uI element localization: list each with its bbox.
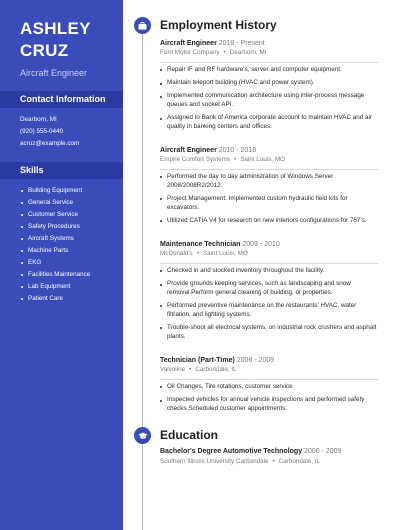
bullet-dot: [21, 274, 23, 276]
job-bullets: [160, 383, 378, 414]
job-bullets: [160, 267, 378, 341]
separator-dot: •: [189, 366, 192, 373]
bullet-dot: [21, 250, 23, 252]
bullet-dot: [21, 202, 23, 204]
bullet-text: Repair IF and RF hardware's, server and computer equipment.: [167, 66, 342, 73]
education-degree: Bachelor's Degree Automotive Technology: [160, 448, 303, 455]
skill-label: General Service: [28, 199, 74, 206]
contact-heading: Contact Information: [0, 91, 123, 108]
job-company-line: [160, 365, 378, 375]
job-company-line: [160, 155, 378, 165]
job-entry: [160, 39, 378, 136]
job-role: Aircraft Engineer: [160, 40, 217, 47]
education-heading: Education: [160, 428, 219, 442]
bullet-text: Utilized CATIA V4 for research on new interiors configurations for 767's.: [167, 216, 367, 224]
bullet-dot: [21, 190, 23, 192]
bullet-text: Checked in and stocked inventory throughout the facility.: [167, 267, 325, 274]
skill-label: Building Equipment: [28, 187, 83, 194]
contact-city: Dearborn, MI: [20, 116, 57, 123]
briefcase-icon: [134, 17, 151, 34]
bullet-text: Oil Changes, Tire rotations, customer service: [167, 383, 293, 390]
skill-item: [21, 281, 90, 293]
job-company: Valvoline: [160, 366, 186, 373]
job-dates: 2008 - 2009: [236, 357, 275, 364]
job-company: Ford Motor Company: [160, 49, 220, 56]
job-location: Dearborn, MI: [229, 49, 267, 56]
job-bullet: [160, 324, 378, 341]
timeline-line: [142, 30, 143, 530]
job-role: Technician (Part-Time): [160, 357, 235, 364]
job-company-line: [160, 48, 378, 58]
job-bullet: [160, 66, 378, 75]
job-role: Aircraft Engineer: [160, 147, 217, 154]
skill-item: [21, 197, 90, 209]
job-bullet: [160, 267, 378, 276]
job-bullet: [160, 383, 378, 392]
skill-label: Lab Equipment: [28, 283, 71, 290]
job-company: Empire Comfort Systems: [160, 156, 230, 163]
job-company: McDonald's: [160, 250, 193, 257]
bullet-text: Trouble-shoot all electrical systems, on industrial rock crushers and asphalt plants.: [167, 324, 377, 340]
skills-list: [21, 185, 90, 305]
skill-item: [21, 245, 90, 257]
bullet-text: Performed the day to day administration of Windows Server 2008/2008R2/2012.: [167, 173, 334, 189]
job-dates: 2010 - 2018: [218, 147, 257, 154]
skill-label: Customer Service: [28, 211, 79, 218]
contact-email[interactable]: acruz@example.com: [20, 140, 80, 147]
education-dates: 2006 - 2009: [304, 448, 342, 455]
job-entry: [160, 240, 378, 346]
skill-item: [21, 257, 90, 269]
job-company-line: [160, 249, 378, 259]
bullet-dot: [21, 298, 23, 300]
bullet-text: Inspected vehicles for annual vehicle inspections and performed safety checks Scheduled customer appointments.: [167, 396, 365, 412]
job-bullet: [160, 396, 378, 413]
job-dates: 2018 - Present: [218, 40, 265, 47]
education-entry: [160, 447, 378, 467]
contact-list: [20, 114, 79, 150]
job-bullets: [160, 66, 378, 132]
bullet-dot: [21, 214, 23, 216]
job-location: Carbondale, IL: [195, 366, 237, 373]
job-header: [160, 146, 378, 155]
job-bullets: [160, 173, 378, 226]
job-title: Aircraft Engineer: [20, 68, 88, 78]
bullet-dot: [21, 262, 23, 264]
skill-item: [21, 269, 90, 281]
skill-label: Safety Procedures: [28, 223, 80, 230]
divider: [160, 169, 378, 170]
separator-dot: •: [233, 156, 237, 163]
job-bullet: [160, 280, 378, 297]
skill-label: EKG: [28, 259, 42, 266]
bullet-dot: [21, 238, 23, 240]
education-school: Southern Illinois University Carbondale: [160, 458, 269, 465]
job-location: Saint Louis, MO: [240, 156, 286, 163]
job-header: [160, 356, 378, 365]
divider: [160, 62, 378, 63]
separator-dot: •: [272, 458, 275, 465]
skill-item: [21, 185, 90, 197]
name-block: [0, 0, 123, 78]
skill-label: Machine Parts: [28, 247, 69, 254]
separator-dot: •: [223, 49, 226, 56]
job-header: [160, 240, 378, 249]
sidebar: [0, 0, 123, 530]
employment-heading: Employment History: [160, 18, 277, 32]
skill-label: Facilities Maintenance: [28, 271, 91, 278]
job-bullet: [160, 302, 378, 319]
job-bullet: [160, 79, 378, 88]
bullet-text: Performed preventive maintenance on the restaurants' HVAC, water filtration, and lighting systems.: [167, 302, 357, 318]
job-role: Maintenance Technician: [160, 241, 241, 248]
job-bullet: [160, 114, 378, 131]
bullet-text: Maintain teleport building (HVAC and power system).: [167, 79, 315, 87]
job-header: [160, 39, 378, 48]
education-school-line: [160, 457, 378, 467]
divider: [160, 379, 378, 380]
job-bullet: [160, 217, 378, 226]
skills-heading: Skills: [0, 162, 123, 179]
job-bullet: [160, 173, 378, 190]
skill-label: Patient Care: [28, 295, 64, 302]
job-entry: [160, 356, 378, 418]
bullet-dot: [21, 286, 23, 288]
bullet-text: Implemented communication architecture using inter-process message queues and socket API.: [167, 92, 365, 109]
divider: [160, 263, 378, 264]
skill-item: [21, 293, 90, 305]
job-bullet: [160, 195, 378, 212]
education-header: [160, 447, 378, 457]
job-entry: [160, 146, 378, 230]
last-name: CRUZ: [20, 41, 69, 60]
skill-item: [21, 233, 90, 245]
bullet-text: Assigned to Bank of America corporate account to maintain HVAC and air quality in banking centers and offices.: [167, 114, 372, 131]
bullet-text: Provide grounds keeping services, such as landscaping and snow removal.Perform general cleaning of building, or properties.: [167, 280, 351, 296]
first-name: ASHLEY: [20, 19, 91, 38]
job-location: Saint Louis, MO: [202, 250, 248, 257]
bullet-dot: [21, 226, 23, 228]
education-location: Carbondale, IL: [278, 458, 321, 465]
skill-label: Aircraft Systems: [28, 235, 74, 242]
job-dates: 2009 - 2010: [242, 241, 280, 248]
graduation-cap-icon: [134, 427, 151, 444]
job-bullet: [160, 92, 378, 109]
bullet-text: Project Management: Implemented custom hydraulic field kits for excavators.: [167, 194, 348, 211]
contact-phone[interactable]: (920) 555-0440: [20, 128, 64, 135]
separator-dot: •: [196, 250, 199, 257]
skill-item: [21, 209, 90, 221]
skill-item: [21, 221, 90, 233]
